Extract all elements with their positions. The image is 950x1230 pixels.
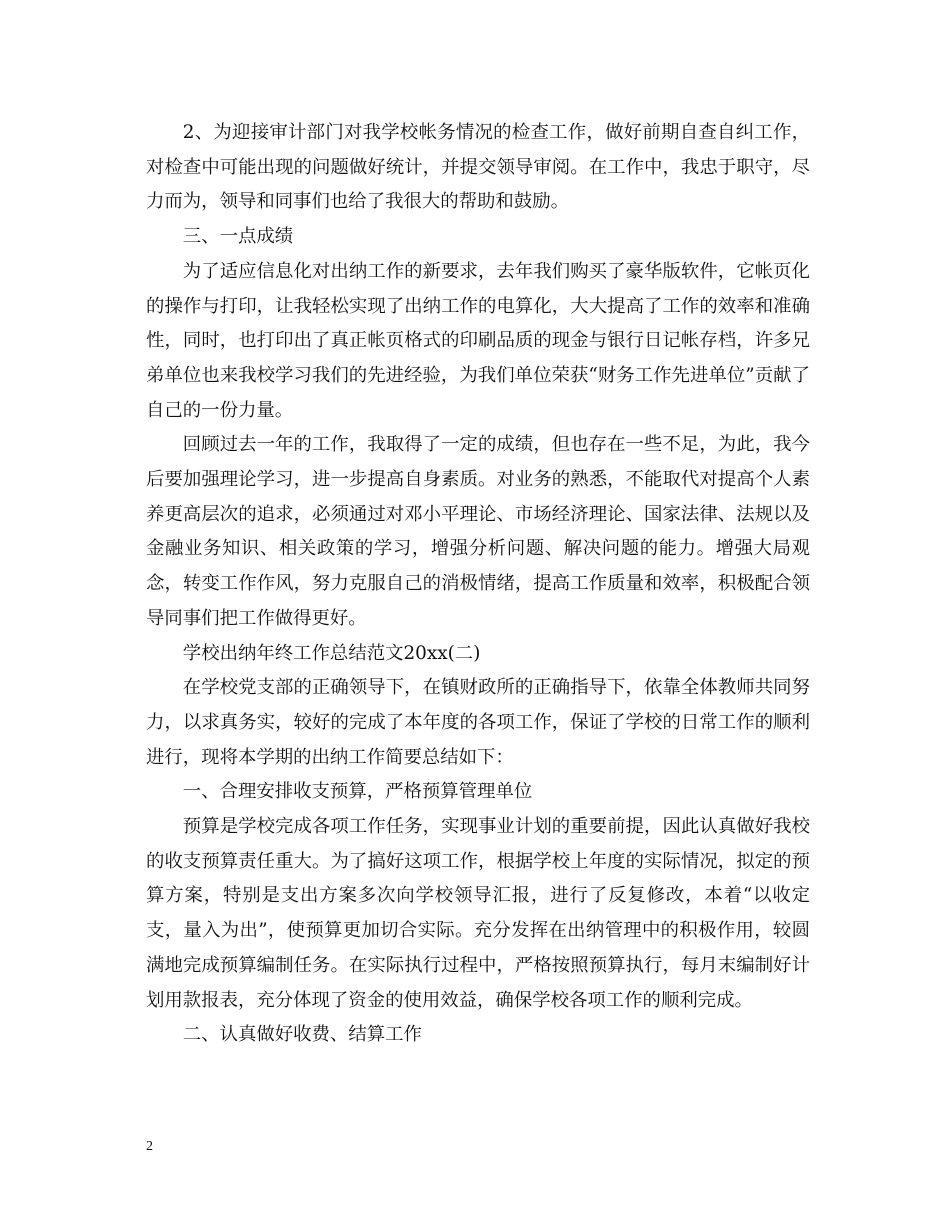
document-subtitle: 学校出纳年终工作总结范文20xx(二) bbox=[182, 642, 481, 664]
page-number: 2 bbox=[146, 1139, 153, 1154]
document-body bbox=[146, 116, 810, 1053]
paragraph-budget: 预算是学校完成各项工作任务，实现事业计划的重要前提，因此认真做好我校的收支预算责任重大。为了搞好这项工作，根据学校上年度的实际情况，拟定的预算方案，特别是支出方案多次向学校领导汇报，进行了反复修改，本着“以收定支，量入为出”，使预算更加切合实际。充分发挥在出纳管理中的积极作用，较圆满地完成预算编制任务。在实际执行过程中，严格按照预算执行，每月末编制好计划用款报表，充分体现了资金的使用效益，确保学校各项工作的顺利完成。 bbox=[146, 816, 810, 1011]
section-heading-budget: 一、合理安排收支预算，严格预算管理单位 bbox=[182, 781, 533, 803]
paragraph-review: 回顾过去一年的工作，我取得了一定的成绩，但也存在一些不足，为此，我今后要加强理论学习，进一步提高自身素质。对业务的熟悉，不能取代对提高个人素养更高层次的追求，必须通过对邓小平理论、市场经济理论、国家法律、法规以及金融业务知识、相关政策的学习，增强分析问题、解决问题的能力。增强大局观念，转变工作作风，努力克服自己的消极情绪，提高工作质量和效率，积极配合领导同事们把工作做得更好。 bbox=[146, 434, 810, 629]
paragraph-audit-prep: 2、为迎接审计部门对我学校帐务情况的检查工作，做好前期自查自纠工作，对检查中可能出现的问题做好统计，并提交领导审阅。在工作中，我忠于职守，尽力而为，领导和同事们也给了我很大的帮助和鼓励。 bbox=[146, 122, 810, 213]
paragraph-intro: 在学校党支部的正确领导下，在镇财政所的正确指导下，依靠全体教师共同努力，以求真务实，较好的完成了本年度的各项工作，保证了学校的日常工作的顺利进行，现将本学期的出纳工作简要总结如下： bbox=[146, 677, 810, 768]
section-heading-achievements: 三、一点成绩 bbox=[182, 226, 294, 248]
section-heading-fees: 二、认真做好收费、结算工作 bbox=[182, 1024, 422, 1046]
paragraph-software: 为了适应信息化对出纳工作的新要求，去年我们购买了豪华版软件，它帐页化的操作与打印，让我轻松实现了出纳工作的电算化，大大提高了工作的效率和准确性，同时，也打印出了真正帐页格式的印刷品质的现金与银行日记帐存档，许多兄弟单位也来我校学习我们的先进经验，为我们单位荣获“财务工作先进单位”贡献了自己的一份力量。 bbox=[146, 260, 810, 421]
